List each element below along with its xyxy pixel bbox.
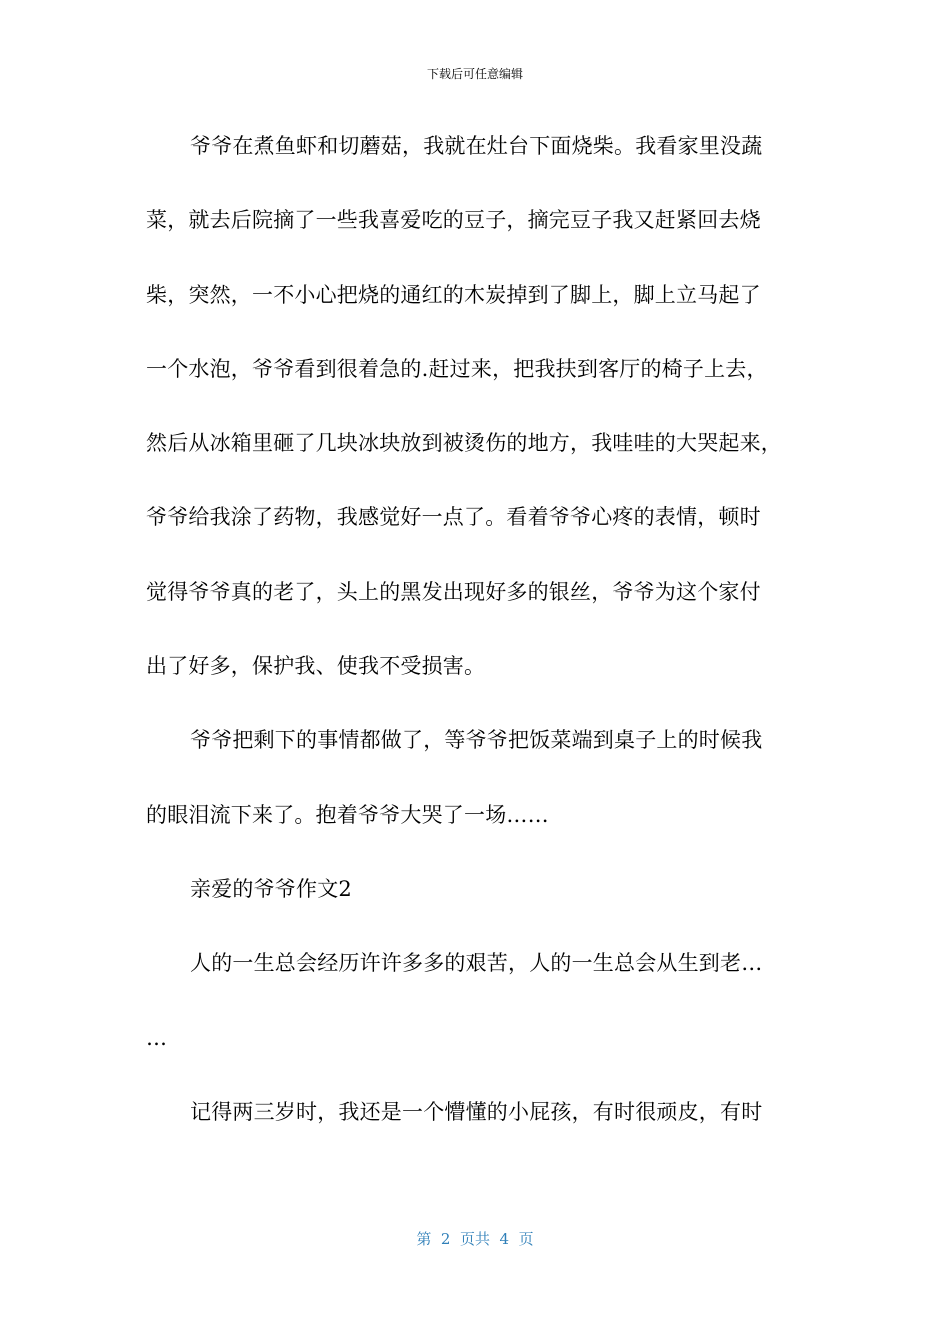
text-line: 爷爷给我涂了药物，我感觉好一点了。看着爷爷心疼的表情，顿时 bbox=[146, 505, 761, 530]
text-line: 菜，就去后院摘了一些我喜爱吃的豆子，摘完豆子我又赶紧回去烧 bbox=[146, 208, 761, 233]
section-title: 亲爱的爷爷作文2 bbox=[190, 876, 352, 901]
text-line: 人的一生总会经历许许多多的艰苦，人的一生总会从生到老… bbox=[190, 951, 763, 976]
text-line: 然后从冰箱里砸了几块冰块放到被烫伤的地方，我哇哇的大哭起来， bbox=[146, 431, 782, 456]
text-line: 柴，突然，一不小心把烧的通红的木炭掉到了脚上，脚上立马起了 bbox=[146, 282, 761, 307]
text-line: 出了好多，保护我、使我不受损害。 bbox=[146, 654, 486, 679]
page-footer: 第 2 页共 4 页 bbox=[416, 1230, 534, 1248]
text-line: 爷爷把剩下的事情都做了，等爷爷把饭菜端到桌子上的时候我 bbox=[190, 728, 763, 753]
text-line: 爷爷在煮鱼虾和切蘑菇，我就在灶台下面烧柴。我看家里没蔬 bbox=[190, 134, 763, 158]
text-line: 觉得爷爷真的老了，头上的黑发出现好多的银丝，爷爷为这个家付 bbox=[146, 579, 761, 604]
text-line: … bbox=[146, 1025, 168, 1050]
document-body bbox=[146, 126, 816, 1166]
text-line: 的眼泪流下来了。抱着爷爷大哭了一场…… bbox=[146, 802, 549, 827]
page-header: 下载后可任意编辑 bbox=[426, 67, 523, 81]
text-line: 记得两三岁时，我还是一个懵懂的小屁孩，有时很顽皮，有时 bbox=[190, 1099, 763, 1124]
text-line: 一个水泡，爷爷看到很着急的.赶过来，把我扶到客厅的椅子上去， bbox=[146, 356, 768, 381]
